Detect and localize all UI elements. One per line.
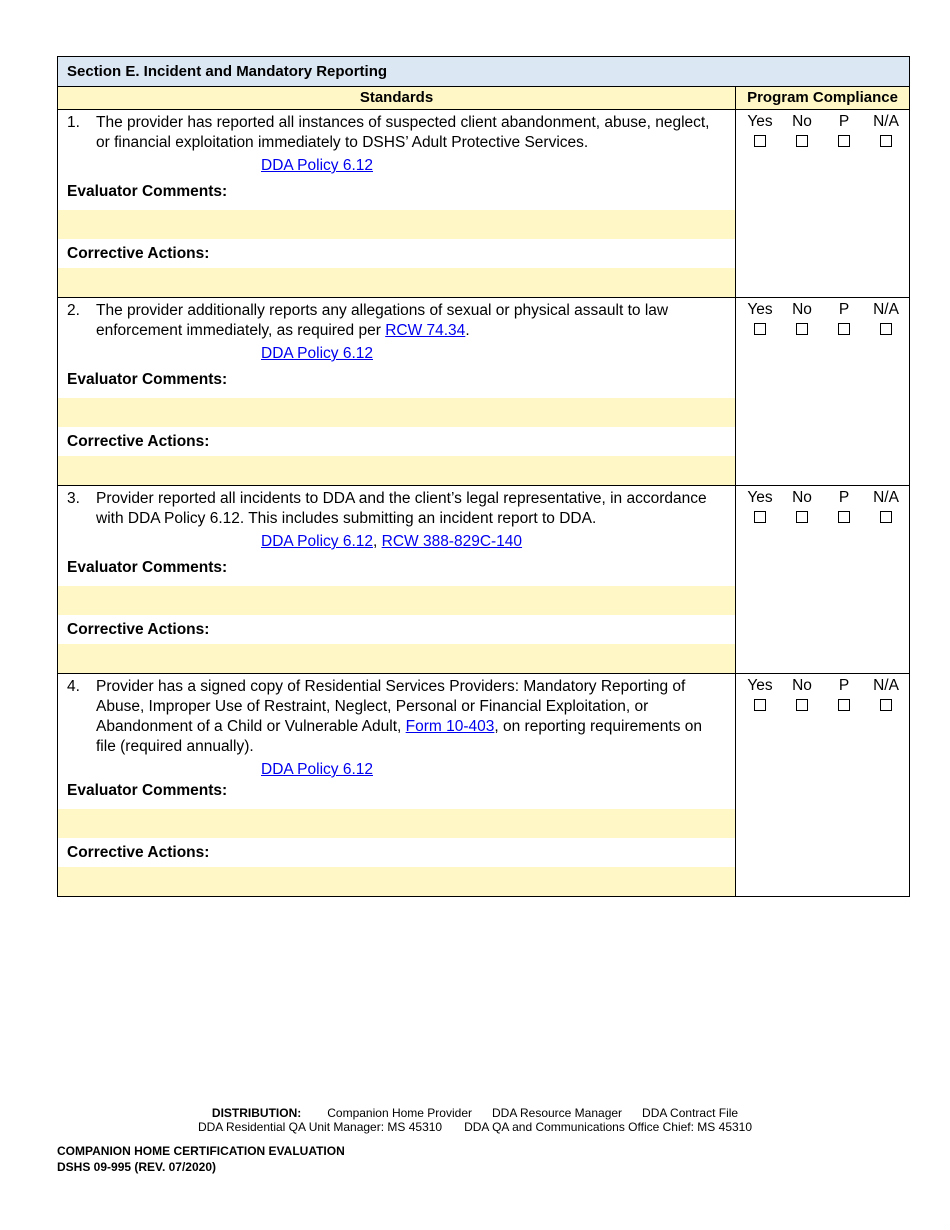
policy-references <box>58 532 735 552</box>
option-label-no: No <box>792 113 812 130</box>
distribution-line-1 <box>0 1106 950 1120</box>
evaluator-comments-label: Evaluator Comments: <box>67 782 228 799</box>
standard-statement <box>58 674 735 757</box>
column-headers <box>58 87 909 110</box>
checkbox-no[interactable] <box>796 135 808 147</box>
standard-text-tail: . <box>465 322 470 339</box>
standard-block <box>58 110 909 298</box>
option-label-yes: Yes <box>747 677 773 694</box>
standard-text-main: The provider additionally reports any allegations of sexual or physical assault to law enforcement immediately, as required per <box>96 302 669 339</box>
inline-reference-link[interactable]: Form 10-403 <box>405 718 495 735</box>
checkbox-yes[interactable] <box>754 511 766 523</box>
compliance-checkboxes <box>736 135 909 147</box>
checkbox-p[interactable] <box>838 323 850 335</box>
standard-number: 2. <box>67 302 80 319</box>
checkbox-na[interactable] <box>880 135 892 147</box>
corrective-actions-field[interactable] <box>58 456 735 485</box>
option-label-yes: Yes <box>747 301 773 318</box>
compliance-checkboxes <box>736 511 909 523</box>
option-label-p: P <box>838 489 850 506</box>
standard-column <box>58 674 736 896</box>
checkbox-no[interactable] <box>796 511 808 523</box>
standard-text-main: The provider has reported all instances of suspected client abandonment, abuse, neglect, or financial exploitation immediately to DSHS’ Adult Protective Services. <box>96 114 710 151</box>
compliance-column <box>736 298 909 485</box>
evaluator-comments-field[interactable] <box>58 809 735 838</box>
evaluator-comments-label: Evaluator Comments: <box>67 371 228 388</box>
option-label-no: No <box>792 301 812 318</box>
dist-qa-office-chief: DDA QA and Communications Office Chief: MS 45310 <box>464 1120 753 1134</box>
option-label-na: N/A <box>873 301 899 318</box>
evaluator-comments-label: Evaluator Comments: <box>67 183 228 200</box>
corrective-actions-label: Corrective Actions: <box>67 844 210 861</box>
evaluator-comments-field[interactable] <box>58 586 735 615</box>
checkbox-yes[interactable] <box>754 135 766 147</box>
policy-link[interactable]: DDA Policy 6.12 <box>261 533 373 550</box>
evaluator-comments-field[interactable] <box>58 398 735 427</box>
checkbox-no[interactable] <box>796 699 808 711</box>
corrective-actions-field[interactable] <box>58 268 735 297</box>
checkbox-yes[interactable] <box>754 323 766 335</box>
compliance-options <box>736 674 909 695</box>
option-label-na: N/A <box>873 113 899 130</box>
distribution-line-2 <box>0 1120 950 1134</box>
standard-text-main: Provider has a signed copy of Residential Services Providers: Mandatory Reporting of Abuse, Improper Use of Restraint, Neglect, Personal or Financial Exploitation, or Abandonment of a Child or Vulnerable Adult, <box>96 678 686 735</box>
standard-statement <box>58 298 735 341</box>
standard-text <box>96 489 725 529</box>
standard-number: 3. <box>67 490 80 507</box>
standards-list <box>58 110 909 896</box>
checkbox-na[interactable] <box>880 699 892 711</box>
standard-text <box>96 113 725 153</box>
option-label-p: P <box>838 301 850 318</box>
standard-text <box>96 677 725 757</box>
standard-statement <box>58 110 735 153</box>
policy-link[interactable]: DDA Policy 6.12 <box>261 345 373 362</box>
option-label-no: No <box>792 677 812 694</box>
compliance-checkboxes <box>736 323 909 335</box>
standard-number: 1. <box>67 114 80 131</box>
policy-references <box>58 156 735 176</box>
policy-link[interactable]: DDA Policy 6.12 <box>261 157 373 174</box>
option-label-yes: Yes <box>747 489 773 506</box>
corrective-actions-label: Corrective Actions: <box>67 433 210 450</box>
corrective-actions-field[interactable] <box>58 644 735 673</box>
standard-text <box>96 301 725 341</box>
option-label-na: N/A <box>873 677 899 694</box>
standard-block <box>58 674 909 896</box>
dist-contract-file: DDA Contract File <box>642 1106 739 1120</box>
compliance-checkboxes <box>736 699 909 711</box>
option-label-no: No <box>792 489 812 506</box>
option-label-na: N/A <box>873 489 899 506</box>
standard-block <box>58 486 909 674</box>
compliance-options <box>736 486 909 507</box>
checkbox-yes[interactable] <box>754 699 766 711</box>
policy-link[interactable]: DDA Policy 6.12 <box>261 761 373 778</box>
form-title: COMPANION HOME CERTIFICATION EVALUATION <box>57 1144 345 1158</box>
dist-resource-manager: DDA Resource Manager <box>491 1106 623 1120</box>
standard-text-tail: , on reporting requirements on file (required annually). <box>96 718 703 755</box>
standard-block <box>58 298 909 486</box>
dist-qa-unit-manager: DDA Residential QA Unit Manager: MS 45310 <box>197 1120 443 1134</box>
compliance-options <box>736 298 909 319</box>
checkbox-p[interactable] <box>838 699 850 711</box>
checkbox-p[interactable] <box>838 135 850 147</box>
checkbox-p[interactable] <box>838 511 850 523</box>
standard-column <box>58 486 736 673</box>
checkbox-na[interactable] <box>880 511 892 523</box>
compliance-header: Program Compliance <box>747 89 898 106</box>
standard-statement <box>58 486 735 529</box>
option-label-p: P <box>838 677 850 694</box>
inline-reference-link[interactable]: RCW 74.34 <box>385 322 466 339</box>
compliance-column <box>736 110 909 297</box>
dist-companion-home-provider: Companion Home Provider <box>327 1106 472 1120</box>
compliance-options <box>736 110 909 131</box>
standard-text-main: Provider reported all incidents to DDA and the client’s legal representative, in accordance with DDA Policy 6.12. This includes submitting an incident report to DDA. <box>96 490 707 527</box>
form-number: DSHS 09-995 (REV. 07/2020) <box>57 1160 216 1174</box>
evaluator-comments-field[interactable] <box>58 210 735 239</box>
policy-references <box>58 760 735 780</box>
option-label-yes: Yes <box>747 113 773 130</box>
evaluation-table <box>57 56 910 897</box>
compliance-column <box>736 486 909 673</box>
compliance-column <box>736 674 909 896</box>
corrective-actions-label: Corrective Actions: <box>67 621 210 638</box>
evaluator-comments-label: Evaluator Comments: <box>67 559 228 576</box>
standard-column <box>58 298 736 485</box>
standards-header: Standards <box>58 87 736 109</box>
section-title: Section E. Incident and Mandatory Reporting <box>58 57 909 87</box>
policy-link[interactable]: RCW 388-829C-140 <box>381 533 523 550</box>
standard-number: 4. <box>67 678 80 695</box>
checkbox-no[interactable] <box>796 323 808 335</box>
policy-separator: , <box>373 533 382 550</box>
corrective-actions-label: Corrective Actions: <box>67 245 210 262</box>
standard-column <box>58 110 736 297</box>
corrective-actions-field[interactable] <box>58 867 735 896</box>
option-label-p: P <box>838 113 850 130</box>
checkbox-na[interactable] <box>880 323 892 335</box>
distribution-label: DISTRIBUTION: <box>211 1106 302 1120</box>
policy-references <box>58 344 735 364</box>
